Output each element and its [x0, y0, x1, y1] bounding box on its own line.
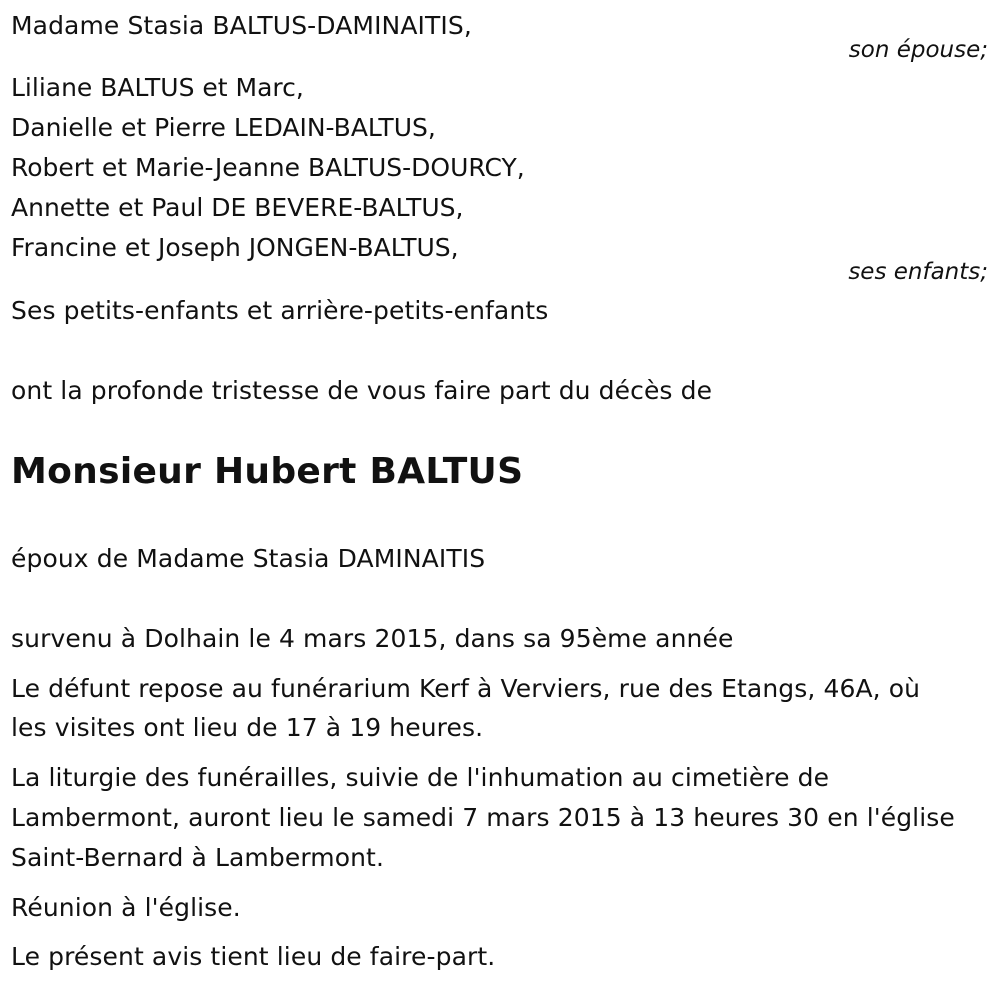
- child-entry: Annette et Paul DE BEVERE-BALTUS,: [11, 193, 464, 222]
- spouse-name: Madame Stasia BALTUS-DAMINAITIS,: [11, 11, 472, 40]
- visitation-line-1: Le défunt repose au funérarium Kerf à Verviers, rue des Etangs, 46A, où: [11, 674, 921, 703]
- children-list: [11, 68, 525, 268]
- meeting-line: Réunion à l'église.: [11, 893, 241, 922]
- death-info-line: survenu à Dolhain le 4 mars 2015, dans sa 95ème année: [11, 624, 734, 653]
- child-entry: Robert et Marie-Jeanne BALTUS-DOURCY,: [11, 153, 525, 182]
- deceased-name: Monsieur Hubert BALTUS: [11, 451, 524, 492]
- child-entry: Liliane BALTUS et Marc,: [11, 73, 304, 102]
- children-relation: ses enfants;: [848, 259, 988, 285]
- closing-line: Le présent avis tient lieu de faire-part.: [11, 942, 496, 971]
- announcement-line: ont la profonde tristesse de vous faire part du décès de: [11, 376, 713, 405]
- child-entry: Francine et Joseph JONGEN-BALTUS,: [11, 233, 459, 262]
- funeral-line-1: La liturgie des funérailles, suivie de l'inhumation au cimetière de: [11, 763, 830, 792]
- funeral-line-3: Saint-Bernard à Lambermont.: [11, 843, 385, 872]
- spouse-of-line: époux de Madame Stasia DAMINAITIS: [11, 544, 486, 573]
- child-entry: Danielle et Pierre LEDAIN-BALTUS,: [11, 113, 436, 142]
- funeral-line-2: Lambermont, auront lieu le samedi 7 mars 2015 à 13 heures 30 en l'église: [11, 803, 955, 832]
- spouse-relation: son épouse;: [848, 37, 988, 63]
- grandchildren-line: Ses petits-enfants et arrière-petits-enfants: [11, 296, 549, 325]
- visitation-line-2: les visites ont lieu de 17 à 19 heures.: [11, 713, 484, 742]
